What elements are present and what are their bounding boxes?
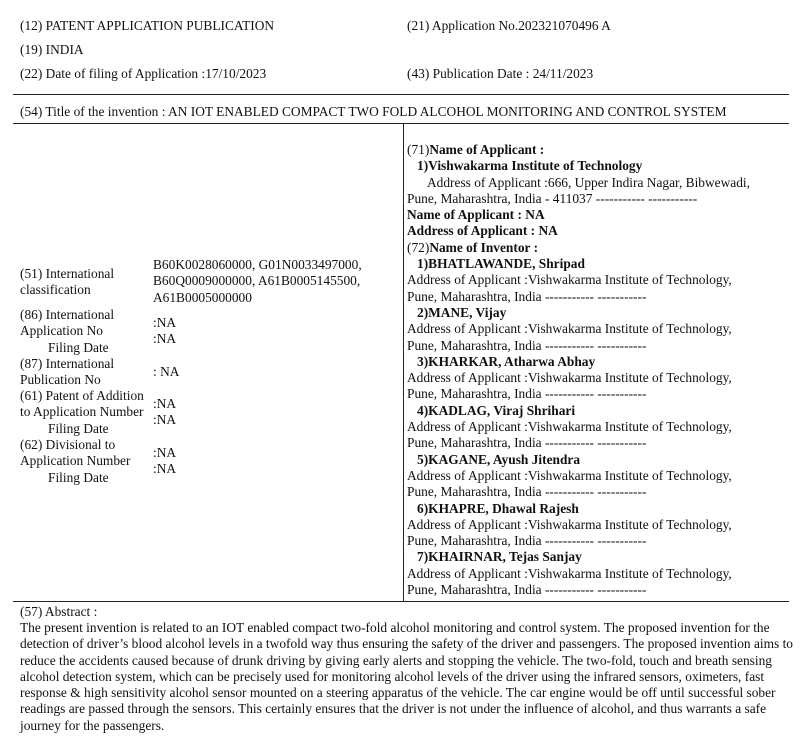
publication-type: (12) PATENT APPLICATION PUBLICATION xyxy=(20,18,275,33)
invention-title: (54) Title of the invention : AN IOT ENABLED COMPACT TWO FOLD ALCOHOL MONITORING AND CONTROL SYSTEM xyxy=(20,104,727,119)
patent-addition-label: (61) Patent of Addition to Application Number Filing Date xyxy=(20,388,144,436)
abstract-heading: (57) Abstract : xyxy=(20,604,98,619)
inventor-address: Address of Applicant :Vishwakarma Institute of Technology, xyxy=(407,516,732,532)
publication-date: (43) Publication Date : 24/11/2023 xyxy=(407,66,594,81)
intl-publication-value: : NA xyxy=(153,364,180,379)
intl-application-label: (86) International Application No Filing Date xyxy=(20,307,115,355)
inventor-address: Pune, Maharashtra, India ----------- ----------- xyxy=(407,386,647,402)
inventor-name: 2)MANE, Vijay xyxy=(417,304,507,320)
inventor-address: Address of Applicant :Vishwakarma Institute of Technology, xyxy=(407,467,732,483)
patent-addition-value: :NA :NA xyxy=(153,396,177,428)
inventor-address: Pune, Maharashtra, India ----------- ----------- xyxy=(407,533,647,549)
inventor-address: Pune, Maharashtra, India ----------- ----------- xyxy=(407,435,647,451)
inventor-address: Address of Applicant :Vishwakarma Institute of Technology, xyxy=(407,565,732,581)
inventor-name: 6)KHAPRE, Dhawal Rajesh xyxy=(417,500,579,516)
column-divider xyxy=(403,124,404,602)
intl-publication-label: (87) International Publication No xyxy=(20,356,115,388)
filing-date: (22) Date of filing of Application :17/10/2023 xyxy=(20,66,267,81)
divider-top xyxy=(13,94,789,95)
inventor-address: Pune, Maharashtra, India ----------- ----------- xyxy=(407,582,647,598)
divisional-label: (62) Divisional to Application Number Filing Date xyxy=(20,437,131,485)
inventor-address: Address of Applicant :Vishwakarma Institute of Technology, xyxy=(407,272,732,288)
inventor-name: 5)KAGANE, Ayush Jitendra xyxy=(417,451,581,467)
divisional-value: :NA :NA xyxy=(153,445,177,477)
inventor-address: Pune, Maharashtra, India ----------- ----------- xyxy=(407,288,647,304)
inventor-address: Address of Applicant :Vishwakarma Institute of Technology, xyxy=(407,321,732,337)
intl-class-label: (51) International classification xyxy=(20,266,115,298)
inventor-address: Pune, Maharashtra, India ----------- ----------- xyxy=(407,337,647,353)
intl-class-value: B60K0028060000, G01N0033497000, B60Q0009000000, A61B0005145500, A61B0005000000 xyxy=(153,257,362,305)
applicant-na-address: Address of Applicant : NA xyxy=(407,223,558,239)
applicant-heading: (71)Name of Applicant : xyxy=(407,142,545,157)
abstract-body: The present invention is related to an IOT enabled compact two-fold alcohol monitoring and control system. The proposed invention for the detection of driver’s blood alcohol levels in a twofold way thus ensuring the safety of the driver and passengers. The proposed invention aims to reduce the accidents caused because of drunk driving by giving early alerts and stopping the vehicle. The two-fold, touch and breath sensing alcohol detection system, which can be precisely used for monitoring alcohol levels of the driver using the infrared sensors, oximeters, fast response & high sensitivity alcohol sensor mounted on a steering apparatus of the vehicle. The car engine would be off until successful sober readings are passed through the sensors. This certainly ensures that the driver is not under the influence of alcohol, and thus warrants a safe journey for the passengers. xyxy=(20,620,794,733)
intl-application-value: :NA :NA xyxy=(153,315,177,347)
divider-abstract xyxy=(13,601,789,602)
inventor-address: Address of Applicant :Vishwakarma Institute of Technology, xyxy=(407,370,732,386)
inventor-name: 3)KHARKAR, Atharwa Abhay xyxy=(417,353,596,369)
inventor-name: 4)KADLAG, Viraj Shrihari xyxy=(417,402,576,418)
applicant-address-1: Address of Applicant :666, Upper Indira Nagar, Bibwewadi, xyxy=(427,174,750,190)
application-number: (21) Application No.202321070496 A xyxy=(407,18,611,33)
inventor-heading: (72)Name of Inventor : xyxy=(407,239,539,255)
country: (19) INDIA xyxy=(20,42,84,57)
applicant-inventor-section xyxy=(407,142,789,598)
inventor-name: 1)BHATLAWANDE, Shripad xyxy=(417,256,585,272)
inventor-name: 7)KHAIRNAR, Tejas Sanjay xyxy=(417,549,582,565)
inventor-address: Pune, Maharashtra, India ----------- ----------- xyxy=(407,484,647,500)
inventor-address: Address of Applicant :Vishwakarma Institute of Technology, xyxy=(407,419,732,435)
applicant-name: 1)Vishwakarma Institute of Technology xyxy=(417,158,643,174)
divider-title xyxy=(13,123,789,124)
applicant-address-2: Pune, Maharashtra, India - 411037 ----------- ----------- xyxy=(407,190,698,206)
applicant-na-name: Name of Applicant : NA xyxy=(407,207,545,223)
